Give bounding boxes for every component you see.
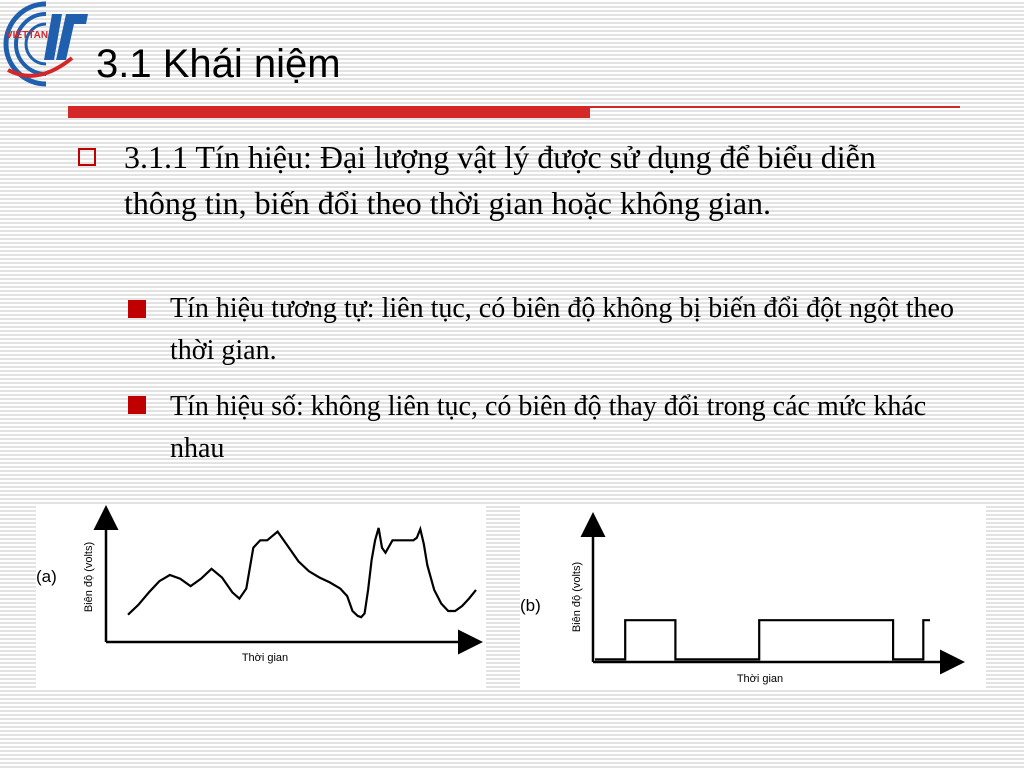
x-axis-label: Thời gian [736,673,784,685]
hollow-square-bullet-icon [78,148,96,166]
digital-signal-figure [520,505,986,688]
panel-label: (a) [36,567,57,586]
logo-graphic [2,0,90,90]
title-underline-thin [590,106,960,108]
title-underline-thick [68,106,590,118]
y-axis-label: Biên độ (volts) [571,561,583,633]
logo-text: VIETTAN [6,30,49,41]
y-axis-label: Biên độ (volts) [83,541,95,613]
sub-bullet-analog: Tín hiệu tương tự: liên tục, có biên độ không bị biến đổi đột ngột theo thời gian. [170,293,954,366]
analog-signal-chart [36,505,486,688]
panel-label: (b) [520,596,541,615]
digital-signal-line [595,620,930,659]
logo [2,0,90,90]
analog-signal-line [128,528,476,617]
page-title: 3.1 Khái niệm [96,42,341,86]
digital-signal-chart [520,505,986,688]
filled-square-bullet-icon [128,396,146,414]
main-bullet-text: 3.1.1 Tín hiệu: Đại lượng vật lý được sử dụng để biểu diễn thông tin, biến đổi theo thời gian hoặc không gian. [124,139,876,221]
sub-bullet-digital: Tín hiệu số: không liên tục, có biên độ thay đổi trong các mức khác nhau [170,391,927,464]
x-axis-label: Thời gian [241,652,289,664]
filled-square-bullet-icon [128,300,146,318]
logo-swoosh [8,58,72,76]
analog-signal-figure [36,505,486,688]
